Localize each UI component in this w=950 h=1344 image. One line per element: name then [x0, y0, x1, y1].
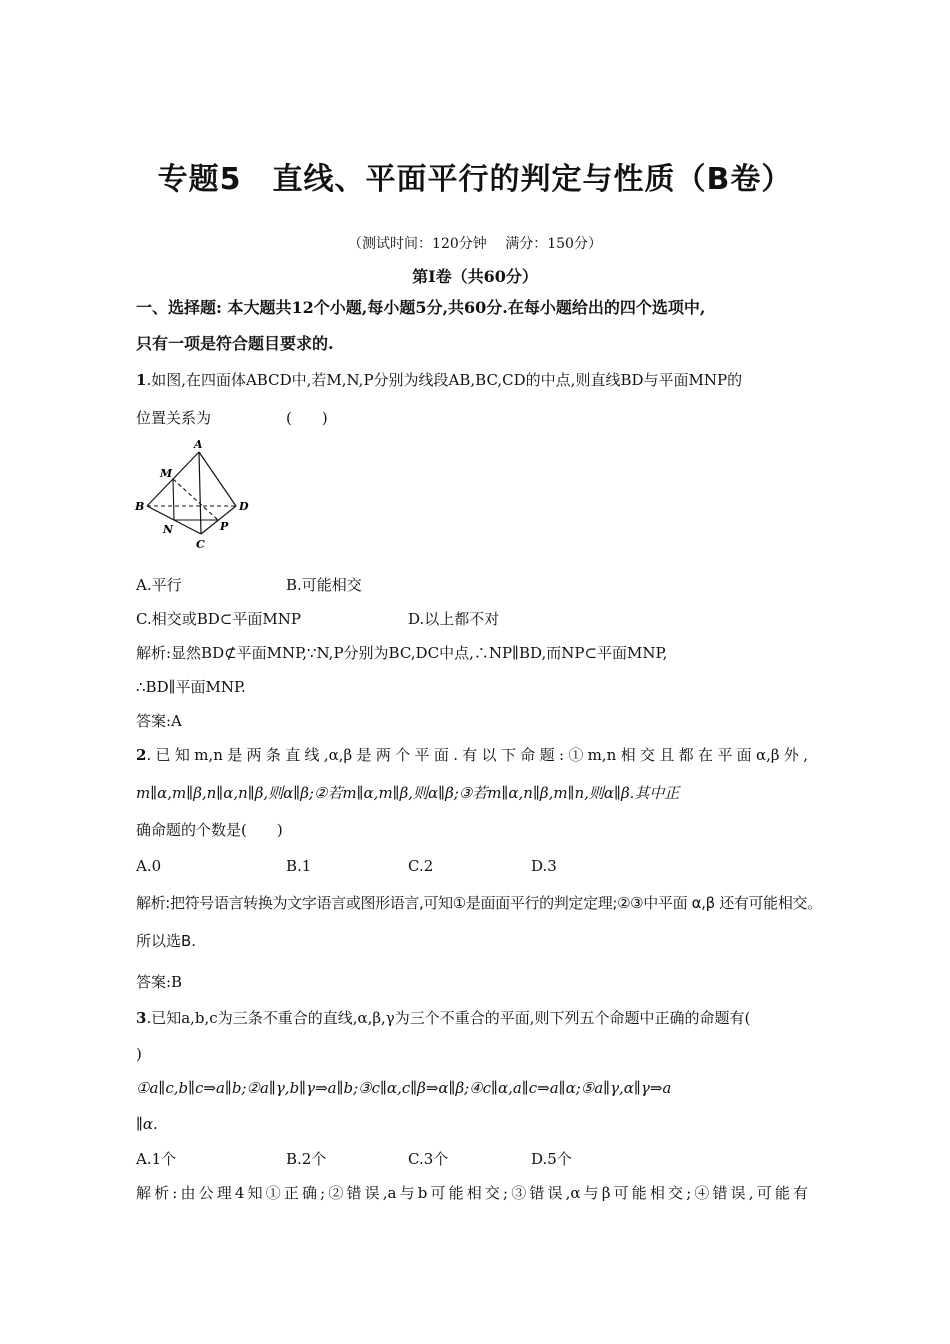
q2-stem-line3: 确命题的个数是( )	[136, 821, 283, 839]
q1-option-c: C.相交或BD⊂平面MNP	[136, 610, 301, 628]
q3-stem-line3: ①a∥c,b∥c⇒a∥b;②a∥γ,b∥γ⇒a∥b;③c∥α,c∥β⇒α∥β;④c∥α,a∥c⇒a∥α;⑤a∥γ,α∥γ⇒a	[136, 1079, 672, 1097]
q3-option-c: C.3个	[408, 1150, 449, 1168]
page-title: 专题5 直线、平面平行的判定与性质（B卷）	[157, 162, 793, 197]
q2-analysis-line2: 所以选B.	[136, 932, 197, 950]
q1-stem-text: .如图,在四面体ABCD中,若M,N,P分别为线段AB,BC,CD的中点,则直线BD与平面MNP的	[146, 371, 743, 389]
q3-analysis-line1: 解析:由公理4知①正确;②错误,a与b可能相交;③错误,α与β可能相交;④错误,可能有	[136, 1184, 808, 1202]
q1-option-a: A.平行	[136, 576, 182, 594]
label-C: C	[196, 538, 205, 551]
q2-option-b: B.1	[286, 857, 312, 875]
part-title: 第Ⅰ卷（共60分）	[412, 267, 538, 286]
q2-stem-text: .已知m,n是两条直线,α,β是两个平面.有以下命题:①m,n相交且都在平面α,β外,	[146, 746, 808, 764]
edge-AC	[199, 452, 201, 534]
q2-option-a: A.0	[136, 857, 162, 875]
tetrahedron-figure	[130, 436, 255, 554]
label-N: N	[163, 523, 174, 536]
label-B: B	[135, 500, 145, 513]
segment-MP-hidden	[173, 479, 218, 520]
q3-option-a: A.1个	[136, 1150, 177, 1168]
q2-stem-line2: m∥α,m∥β,n∥α,n∥β,则α∥β;②若m∥α,m∥β,则α∥β;③若m∥α,n∥β,m∥n,则α∥β.其中正	[136, 784, 680, 802]
q3-stem-line2: )	[136, 1045, 142, 1063]
q1-number: 1	[136, 371, 147, 389]
q2-answer: 答案:B	[136, 973, 183, 991]
label-M: M	[160, 467, 173, 480]
q1-analysis-line1: 解析:显然BD⊄平面MNP,∵N,P分别为BC,DC中点,∴NP∥BD,而NP⊂平面MNP,	[136, 644, 668, 662]
test-info: （测试时间：120分钟 满分：150分）	[348, 236, 602, 252]
q1-stem-line2: 位置关系为 ( )	[136, 409, 328, 427]
q3-number: 3	[136, 1009, 147, 1027]
label-P: P	[220, 520, 229, 533]
section-heading-line2: 只有一项是符合题目要求的.	[136, 334, 334, 353]
q3-stem-line4: ∥α.	[136, 1115, 158, 1133]
q2-stem-line1	[136, 745, 808, 765]
label-A: A	[194, 438, 203, 451]
q3-option-b: B.2个	[286, 1150, 327, 1168]
q1-stem-line1	[136, 370, 742, 390]
segment-MN	[173, 479, 174, 520]
q1-answer: 答案:A	[136, 712, 182, 730]
q1-option-d: D.以上都不对	[408, 610, 500, 628]
q3-option-d: D.5个	[531, 1150, 572, 1168]
label-D: D	[239, 500, 249, 513]
q1-analysis-line2: ∴BD∥平面MNP.	[136, 678, 246, 696]
q3-stem-text: .已知a,b,c为三条不重合的直线,α,β,γ为三个不重合的平面,则下列五个命题中正确的命题有(	[146, 1009, 751, 1027]
q2-analysis-line1: 解析:把符号语言转换为文字语言或图形语言,可知①是面面平行的判定定理;②③中平面 α,β 还有可能相交。	[136, 894, 822, 912]
q3-stem-line1	[136, 1008, 750, 1028]
edge-AD	[199, 452, 236, 506]
q2-option-d: D.3	[531, 857, 557, 875]
section-heading-line1: 一、选择题: 本大题共12个小题,每小题5分,共60分.在每小题给出的四个选项中,	[136, 298, 706, 317]
q2-option-c: C.2	[408, 857, 434, 875]
q2-number: 2	[136, 746, 147, 764]
q1-option-b: B.可能相交	[286, 576, 362, 594]
